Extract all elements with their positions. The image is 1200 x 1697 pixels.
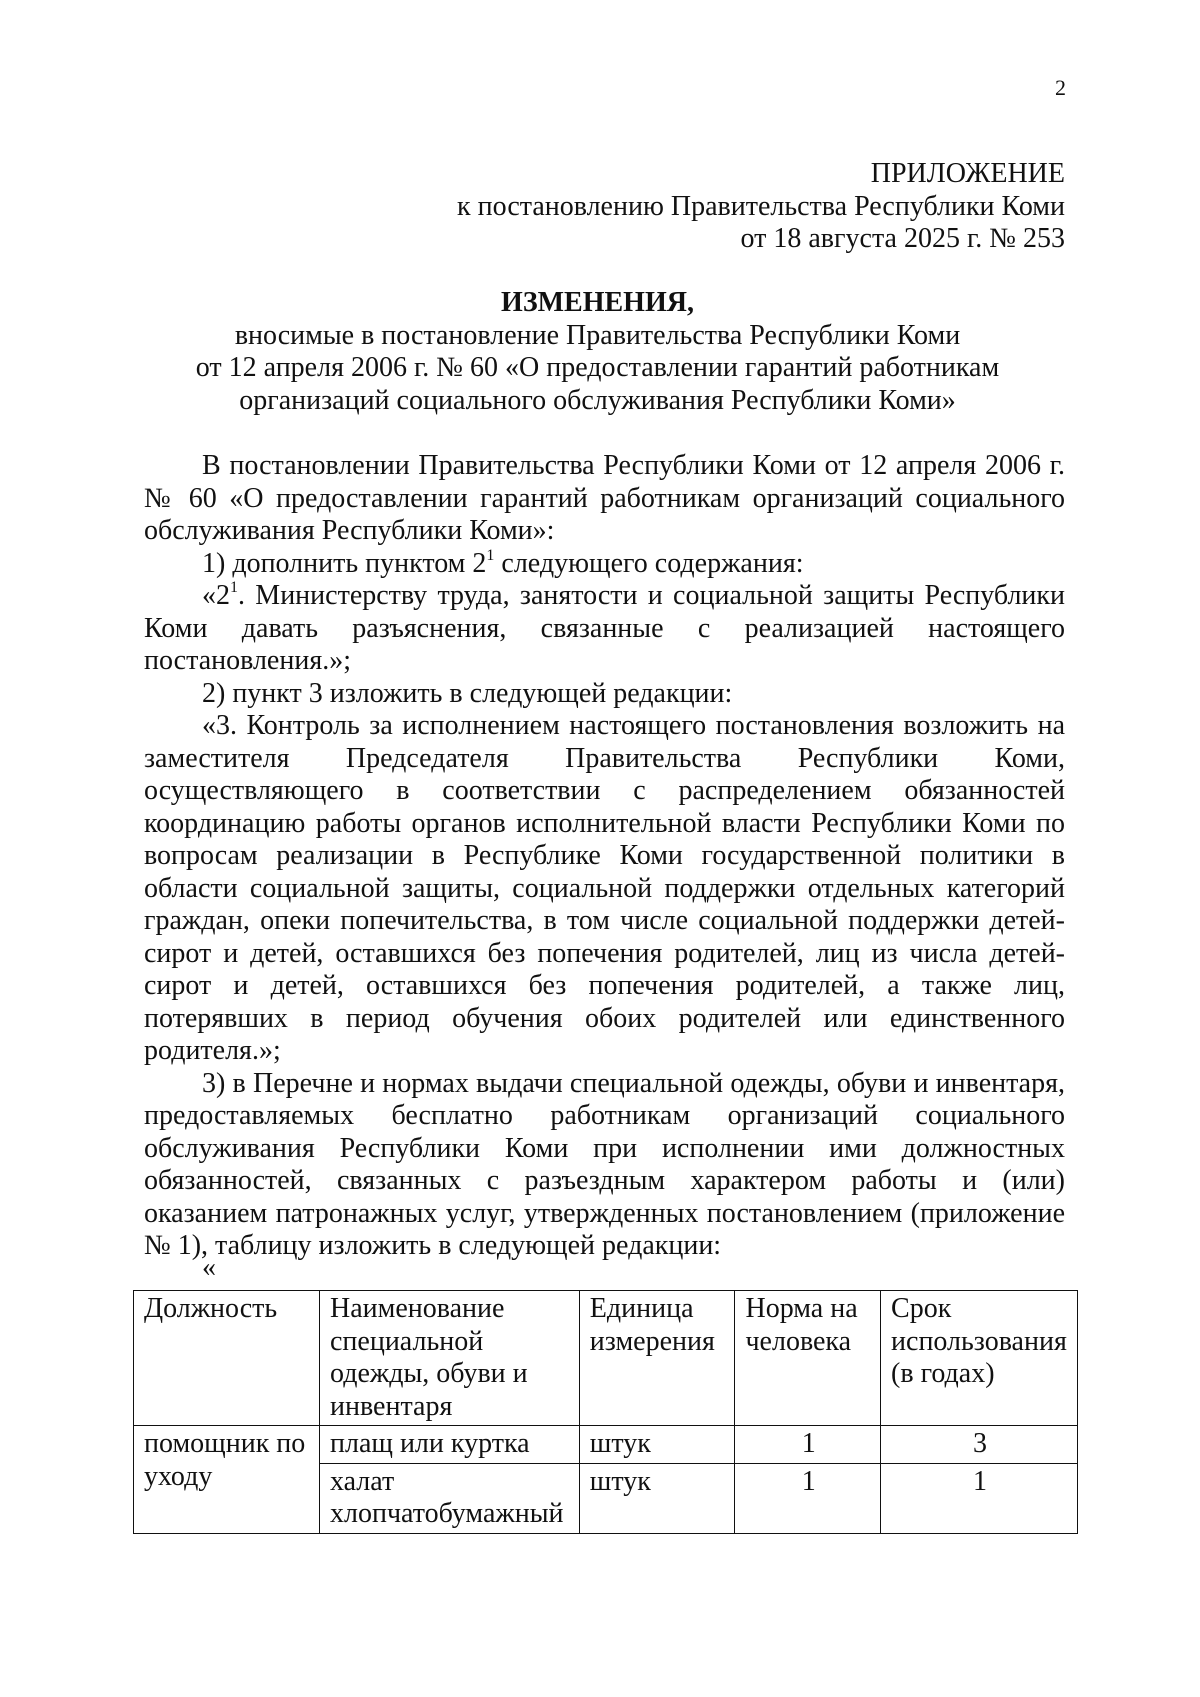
document-subtitle-3: организаций социального обслуживания Республики Коми» bbox=[239, 384, 956, 416]
document-title: ИЗМЕНЕНИЯ, bbox=[501, 287, 694, 318]
header-norm: Норма на человека bbox=[735, 1291, 881, 1426]
item-1-superscript: 1 bbox=[486, 546, 495, 564]
term-cell: 1 bbox=[881, 1463, 1078, 1533]
header-item-name: Наименование специальной одежды, обуви и инвентаря bbox=[320, 1291, 580, 1426]
appendix-label: ПРИЛОЖЕНИЕ bbox=[870, 158, 1065, 189]
page-number: 2 bbox=[1055, 75, 1066, 100]
term-cell: 3 bbox=[881, 1426, 1078, 1464]
norm-cell: 1 bbox=[735, 1463, 881, 1533]
position-cell: помощник по уходу bbox=[134, 1426, 320, 1534]
document-subtitle-1: вносимые в постановление Правительства Республики Коми bbox=[234, 319, 961, 351]
document-subtitle-2: от 12 апреля 2006 г. № 60 «О предоставлении гарантий работникам bbox=[195, 352, 1000, 383]
header-unit: Единица измерения bbox=[579, 1291, 735, 1426]
table-header-row bbox=[134, 1291, 1078, 1426]
item-1-quote-pre: «2 bbox=[202, 580, 230, 611]
item-2: 2) пункт 3 изложить в следующей редакции: bbox=[202, 677, 733, 709]
norm-cell: 1 bbox=[735, 1426, 881, 1464]
header-term: Срок использования (в годах) bbox=[881, 1291, 1078, 1426]
item-1-text-pre: 1) дополнить пунктом 2 bbox=[202, 547, 487, 579]
item-1 bbox=[144, 548, 1065, 581]
appendix-line-1: к постановлению Правительства Республики Коми bbox=[457, 190, 1065, 222]
intro-paragraph: В постановлении Правительства Республики Коми от 12 апреля 2006 г. № 60 «О предоставлении гарантий работникам организаций социального обслуживания Республики Коми»: bbox=[144, 450, 1065, 546]
item-1-quote-post: . Министерству труда, занятости и социальной защиты Республики Коми давать разъяснения, связанные с реализацией настоящего постановления.»; bbox=[144, 580, 1065, 676]
item-name-cell: халат хлопчатобумажный bbox=[320, 1463, 580, 1533]
table-row bbox=[134, 1426, 1078, 1464]
opening-quote-mark: « bbox=[202, 1252, 216, 1283]
item-1-quote-superscript: 1 bbox=[230, 579, 238, 596]
unit-cell: штук bbox=[579, 1463, 735, 1533]
item-3: 3) в Перечне и нормах выдачи специальной одежды, обуви и инвентаря, предоставляемых бесплатно работникам организаций социального обслуживания Республики Коми при исполнении ими должностных обязанностей, связанных с разъездным характером работы и (или) оказанием патронажных услуг, утвержденных постановлением (приложение № 1), таблицу изложить в следующей редакции: bbox=[144, 1067, 1065, 1261]
item-1-quote bbox=[144, 580, 1065, 678]
document-heading bbox=[130, 287, 1065, 417]
document-body bbox=[144, 450, 1065, 1263]
appendix-line-2: от 18 августа 2025 г. № 253 bbox=[740, 223, 1065, 254]
appendix-header bbox=[457, 158, 1065, 256]
item-2-quote: «3. Контроль за исполнением настоящего постановления возложить на заместителя Председателя Правительства Республики Коми, осуществляющего в соответствии с распределением обязанностей координацию работы органов исполнительной власти Республики Коми по вопросам реализации в Республике Коми государственной политики в области социальной защиты, социальной поддержки отдельных категорий граждан, опеки попечительства, в том числе социальной поддержки детей-сирот и детей, оставшихся без попечения родителей, лиц из числа детей-сирот и детей, оставшихся без попечения родителей, а также лиц, потерявших в период обучения обоих родителей или единственного родителя.»; bbox=[144, 710, 1065, 1066]
unit-cell: штук bbox=[579, 1426, 735, 1464]
norms-table bbox=[133, 1290, 1078, 1534]
header-position: Должность bbox=[134, 1291, 320, 1426]
item-name-cell: плащ или куртка bbox=[320, 1426, 580, 1464]
item-1-text-post: следующего содержания: bbox=[494, 547, 804, 579]
